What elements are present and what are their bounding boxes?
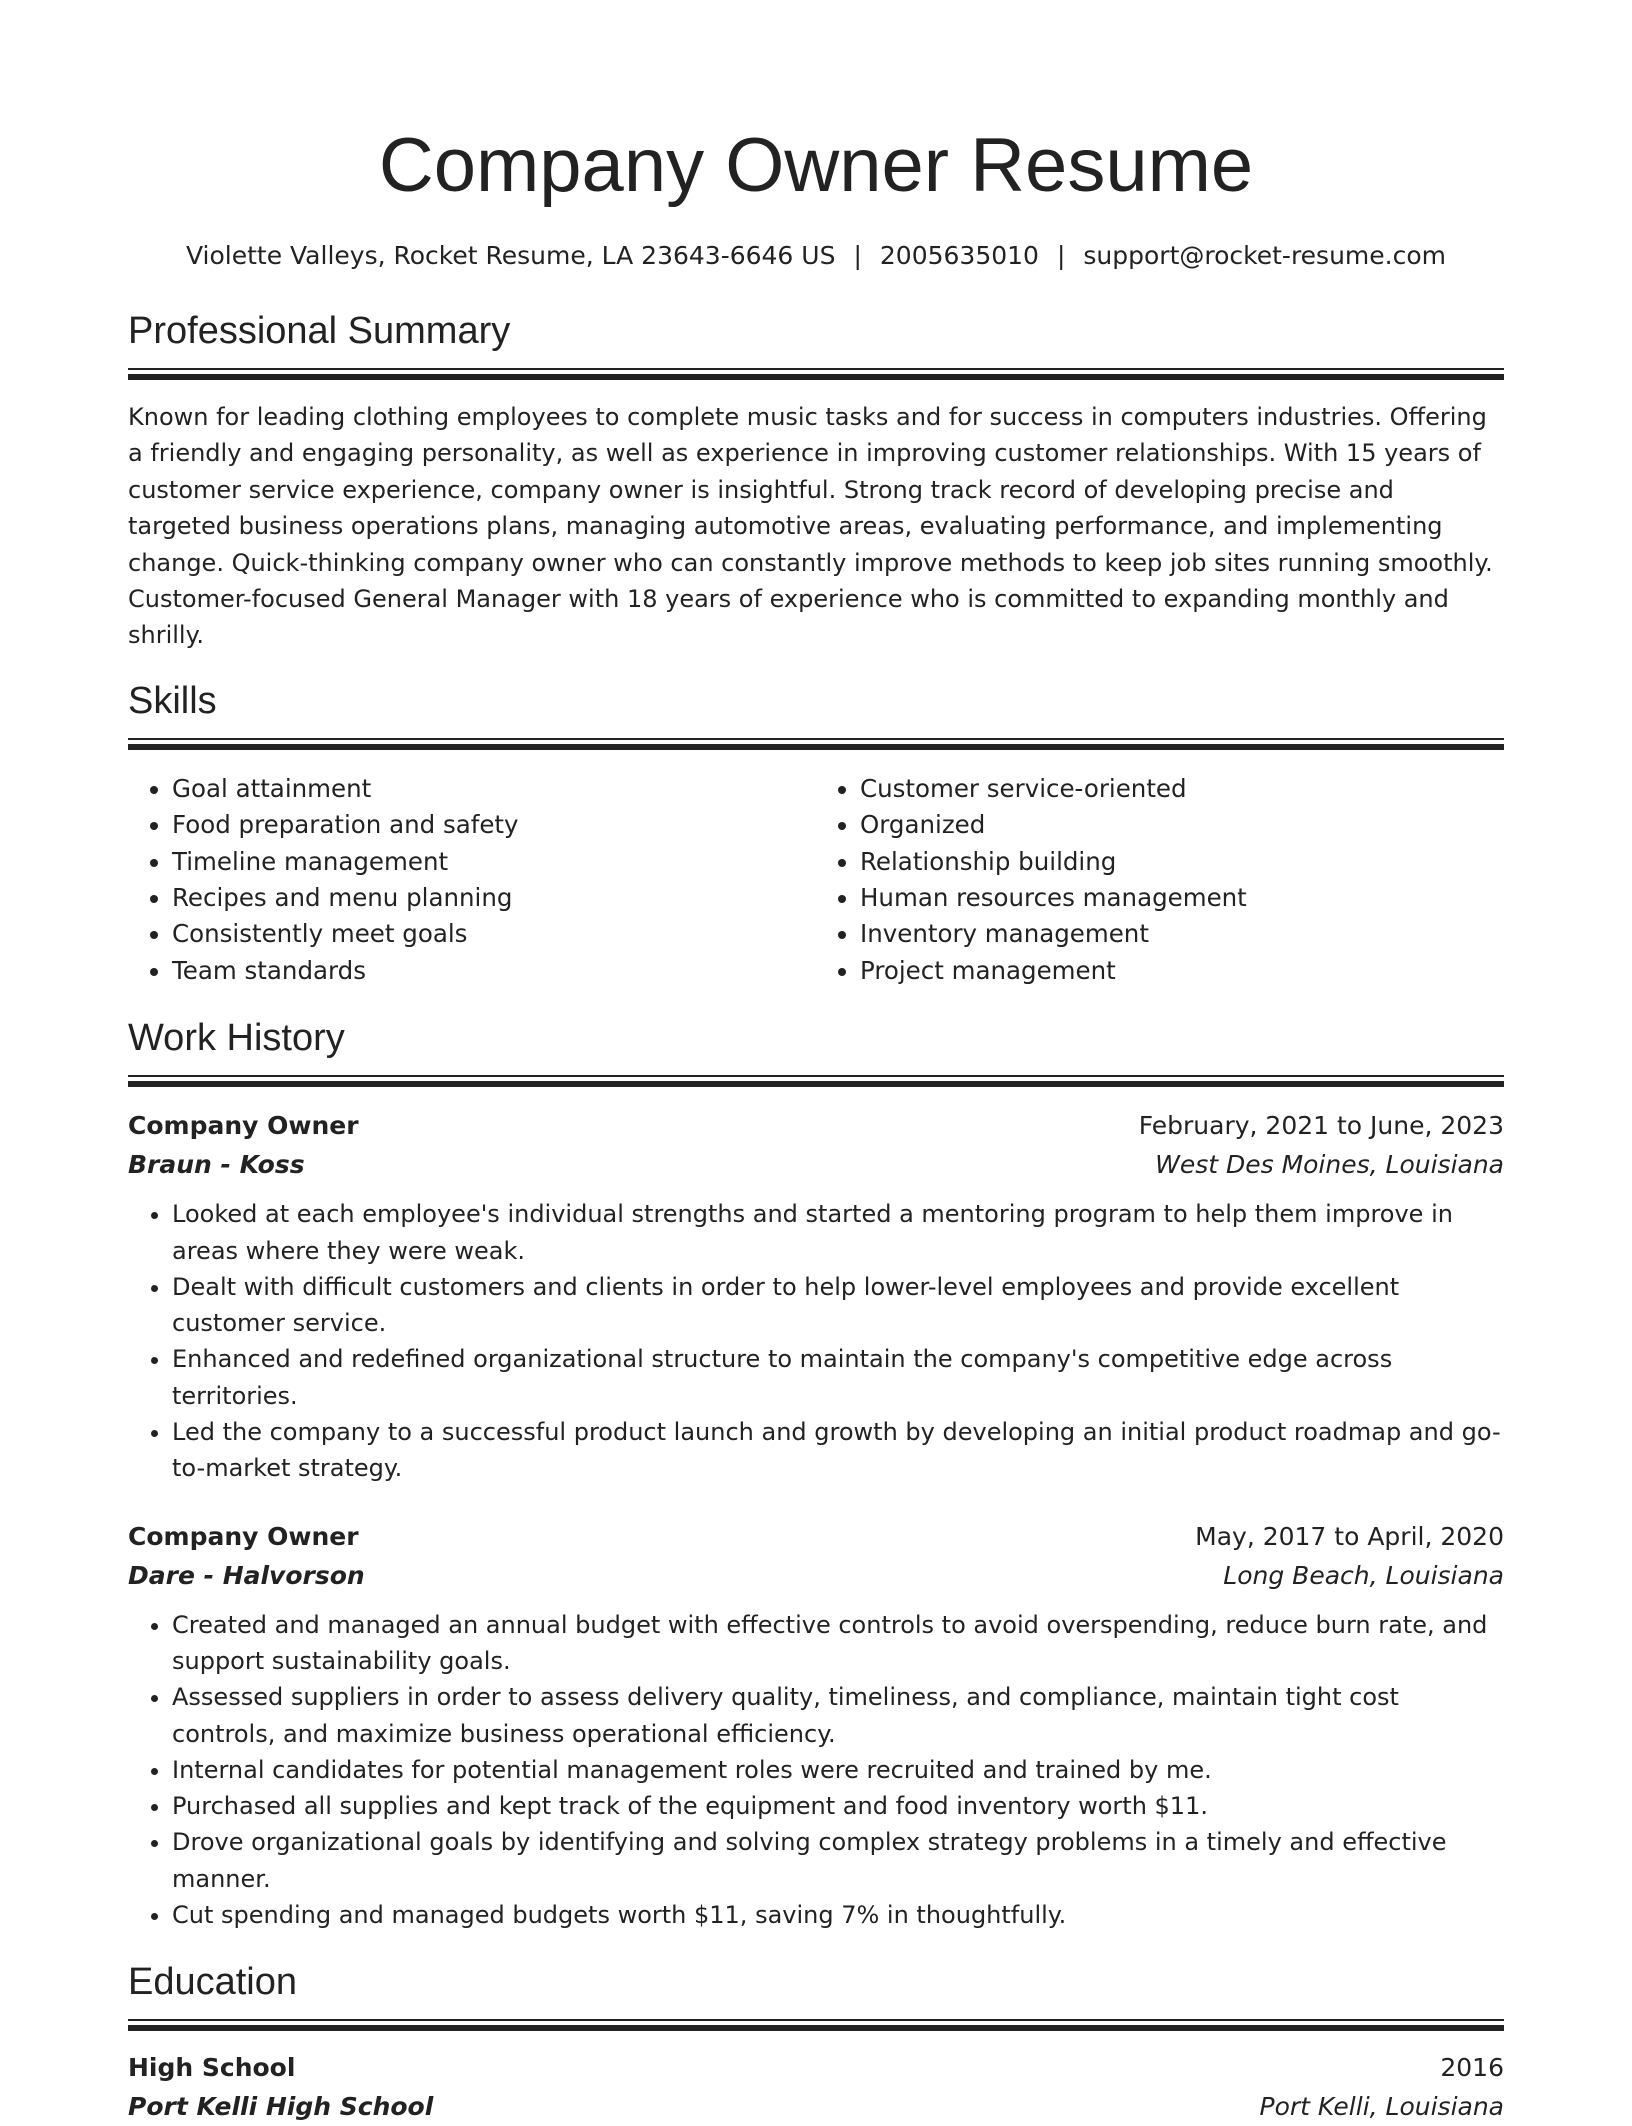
skill-item: • Inventory management [860, 916, 1504, 952]
job-title: Company Owner [128, 1521, 359, 1551]
skill-item: • Project management [860, 953, 1504, 989]
education-location: Port Kelli, Louisiana [1259, 2092, 1504, 2122]
skill-item: • Timeline management [172, 844, 816, 880]
job-bullet: • Cut spending and managed budgets worth $11, saving 7% in thoughtfully. [172, 1897, 1504, 1933]
education-heading: Education [128, 1961, 298, 2004]
education-subheader [128, 2088, 1504, 2126]
job-header [128, 1106, 1504, 1146]
job-location: Long Beach, Louisiana [1223, 1560, 1504, 1590]
work-heading: Work History [128, 1017, 345, 1060]
job-bullet: • Enhanced and redefined organizational structure to maintain the company's competitive edge across territories. [172, 1341, 1504, 1414]
skill-item: • Goal attainment [172, 771, 816, 807]
education-entry [128, 2048, 1504, 2126]
job-bullet: • Assessed suppliers in order to assess delivery quality, timeliness, and compliance, maintain tight cost controls, and maximize business operational efficiency. [172, 1679, 1504, 1752]
skill-item: • Human resources management [860, 880, 1504, 916]
contact-separator: | [1056, 241, 1066, 270]
contact-address: Violette Valleys, Rocket Resume, LA 23643-6646 US [185, 241, 836, 270]
skills-heading: Skills [128, 679, 217, 722]
skill-item: • Team standards [172, 953, 816, 989]
job-bullet: • Dealt with difficult customers and clients in order to help lower-level employees and provide excellent customer service. [172, 1269, 1504, 1342]
skill-item: • Recipes and menu planning [172, 880, 816, 916]
job-bullet: • Led the company to a successful product launch and growth by developing an initial product roadmap and go-to-market strategy. [172, 1414, 1504, 1487]
job-subheader [128, 1146, 1504, 1184]
skill-item: • Consistently meet goals [172, 916, 816, 952]
skills-section [128, 678, 1504, 989]
job-location: West Des Moines, Louisiana [1155, 1150, 1504, 1180]
job-subheader [128, 1557, 1504, 1595]
section-divider [128, 2019, 1504, 2030]
job-bullet: • Purchased all supplies and kept track of the equipment and food inventory worth $11. [172, 1788, 1504, 1824]
job-header [128, 1517, 1504, 1557]
job-bullet: • Looked at each employee's individual strengths and started a mentoring program to help them improve in areas where they were weak. [172, 1196, 1504, 1269]
education-school: Port Kelli High School [128, 2092, 434, 2122]
contact-line [128, 240, 1504, 272]
section-divider [128, 1075, 1504, 1086]
education-header [128, 2048, 1504, 2088]
education-section [128, 1959, 1504, 2126]
contact-phone: 2005635010 [879, 241, 1039, 270]
work-section [128, 1015, 1504, 1933]
job-bullets [128, 1196, 1504, 1486]
education-degree: High School [128, 2053, 296, 2083]
job-bullet: • Drove organizational goals by identifying and solving complex strategy problems in a timely and effective manner. [172, 1824, 1504, 1897]
job-company: Braun - Koss [128, 1150, 305, 1180]
skill-item: • Food preparation and safety [172, 807, 816, 843]
skill-item: • Customer service-oriented [860, 771, 1504, 807]
resume-title: Company Owner Resume [378, 123, 1254, 208]
skill-item: • Relationship building [860, 844, 1504, 880]
job-dates: February, 2021 to June, 2023 [1138, 1111, 1504, 1141]
job-dates: May, 2017 to April, 2020 [1195, 1521, 1504, 1551]
job-bullets [128, 1607, 1504, 1934]
section-divider [128, 368, 1504, 379]
job-bullet: • Created and managed an annual budget with effective controls to avoid overspending, reduce burn rate, and support sustainability goals. [172, 1607, 1504, 1680]
summary-section [128, 308, 1504, 654]
resume-content [128, 0, 1504, 2126]
skills-list-right [816, 771, 1504, 989]
job-bullet: • Internal candidates for potential management roles were recruited and trained by me. [172, 1752, 1504, 1788]
summary-heading: Professional Summary [128, 310, 511, 352]
job-entry [128, 1517, 1504, 1934]
job-entry [128, 1106, 1504, 1486]
skill-item: • Organized [860, 807, 1504, 843]
section-divider [128, 738, 1504, 749]
summary-text: Known for leading clothing employees to complete music tasks and for success in computers industries. Offering a friendly and engaging personality, as well as experience in improving customer relationships. With 15 years of customer service experience, company owner is insightful. Strong track record of developing precise and targeted business operations plans, managing automotive areas, evaluating performance, and implementing change. Quick-thinking company owner who can constantly improve methods to keep job sites running smoothly. Customer-focused General Manager with 18 years of experience who is committed to expanding monthly and shrilly. [128, 403, 1493, 650]
contact-email: support@rocket-resume.com [1083, 241, 1447, 270]
job-company: Dare - Halvorson [128, 1560, 365, 1590]
contact-separator: | [853, 241, 862, 270]
skills-columns [128, 771, 1504, 989]
job-title: Company Owner [128, 1111, 359, 1141]
skills-list-left [128, 771, 816, 989]
education-year: 2016 [1440, 2053, 1504, 2083]
